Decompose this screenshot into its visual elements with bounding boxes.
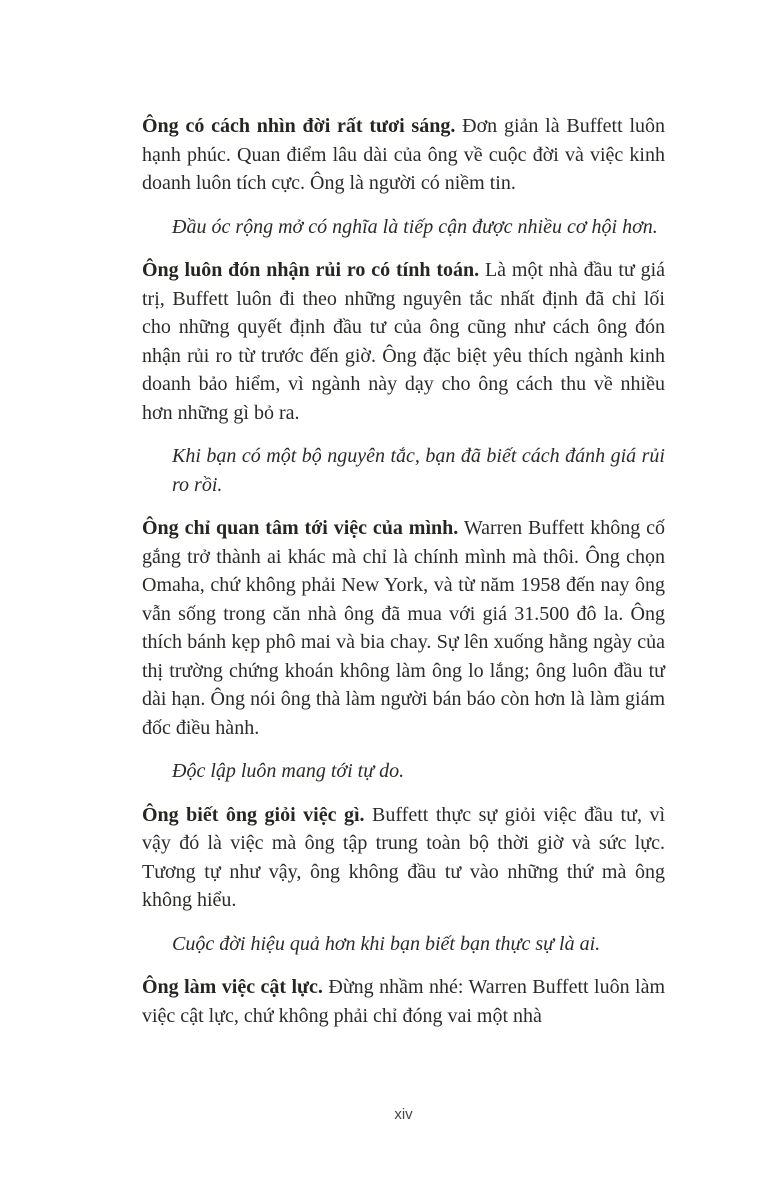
pull-quote-principles: Khi bạn có một bộ nguyên tắc, bạn đã biết cách đánh giá rủi ro rồi. — [172, 445, 665, 496]
paragraph-body: Warren Buffett không cố gắng trở thành ai khác mà chỉ là chính mình mà thôi. Ông chọn Omaha, chứ không phải New York, và từ năm 1958 đến nay ông vẫn sống trong căn nhà ông đã mua với giá 31.500 đô la. Ông thích bánh kẹp phô mai và bia chay. Sự lên xuống hằng ngày của thị trường chứng khoán không làm ông lo lắng; ông luôn đầu tư dài hạn. Ông nói ông thà làm người bán báo còn hơn là làm giám đốc điều hành. — [142, 517, 666, 739]
paragraph-lead: Ông biết ông giỏi việc gì. — [142, 803, 365, 826]
paragraph-lead: Ông có cách nhìn đời rất tươi sáng. — [142, 115, 456, 137]
paragraph-works-hard — [142, 973, 665, 1030]
paragraph-body: Buffett thực sự giỏi việc đầu tư, vì vậy đó là việc mà ông tập trung toàn bộ thời giờ và sức lực. Tương tự như vậy, ông không đầu tư vào những thứ mà ông không hiểu. — [142, 803, 666, 911]
text-column — [142, 112, 665, 1045]
paragraph-knows-strengths — [142, 801, 665, 915]
paragraph-calculated-risk — [142, 256, 665, 427]
paragraph-lead: Ông làm việc cật lực. — [142, 976, 323, 998]
paragraph-body: Đơn giản là Buffett luôn hạnh phúc. Quan điểm lâu dài của ông về cuộc đời và việc kinh doanh luôn tích cực. Ông là người có niềm tin. — [142, 115, 666, 194]
page-number: xiv — [394, 1106, 413, 1123]
paragraph-body: Là một nhà đầu tư giá trị, Buffett luôn đi theo những nguyên tắc nhất định đã chỉ lối cho những quyết định đầu tư của ông cũng như cách ông đón nhận rủi ro từ trước đến giờ. Ông đặc biệt yêu thích ngành kinh doanh bảo hiểm, vì ngành này dạy cho ông cách thu về nhiều hơn những gì bỏ ra. — [142, 259, 666, 424]
paragraph-body: Đừng nhầm nhé: Warren Buffett luôn làm việc cật lực, chứ không phải chỉ đóng vai một nhà — [142, 976, 665, 1027]
paragraph-bright-outlook — [142, 112, 665, 198]
pull-quote-independence: Độc lập luôn mang tới tự do. — [172, 760, 405, 782]
pull-quote-open-mind: Đầu óc rộng mở có nghĩa là tiếp cận được nhiều cơ hội hơn. — [172, 215, 658, 238]
paragraph-minds-own-business — [142, 514, 665, 742]
paragraph-lead: Ông chỉ quan tâm tới việc của mình. — [142, 517, 459, 539]
pull-quote-know-yourself: Cuộc đời hiệu quả hơn khi bạn biết bạn thực sự là ai. — [172, 932, 601, 955]
paragraph-lead: Ông luôn đón nhận rủi ro có tính toán. — [142, 259, 480, 281]
